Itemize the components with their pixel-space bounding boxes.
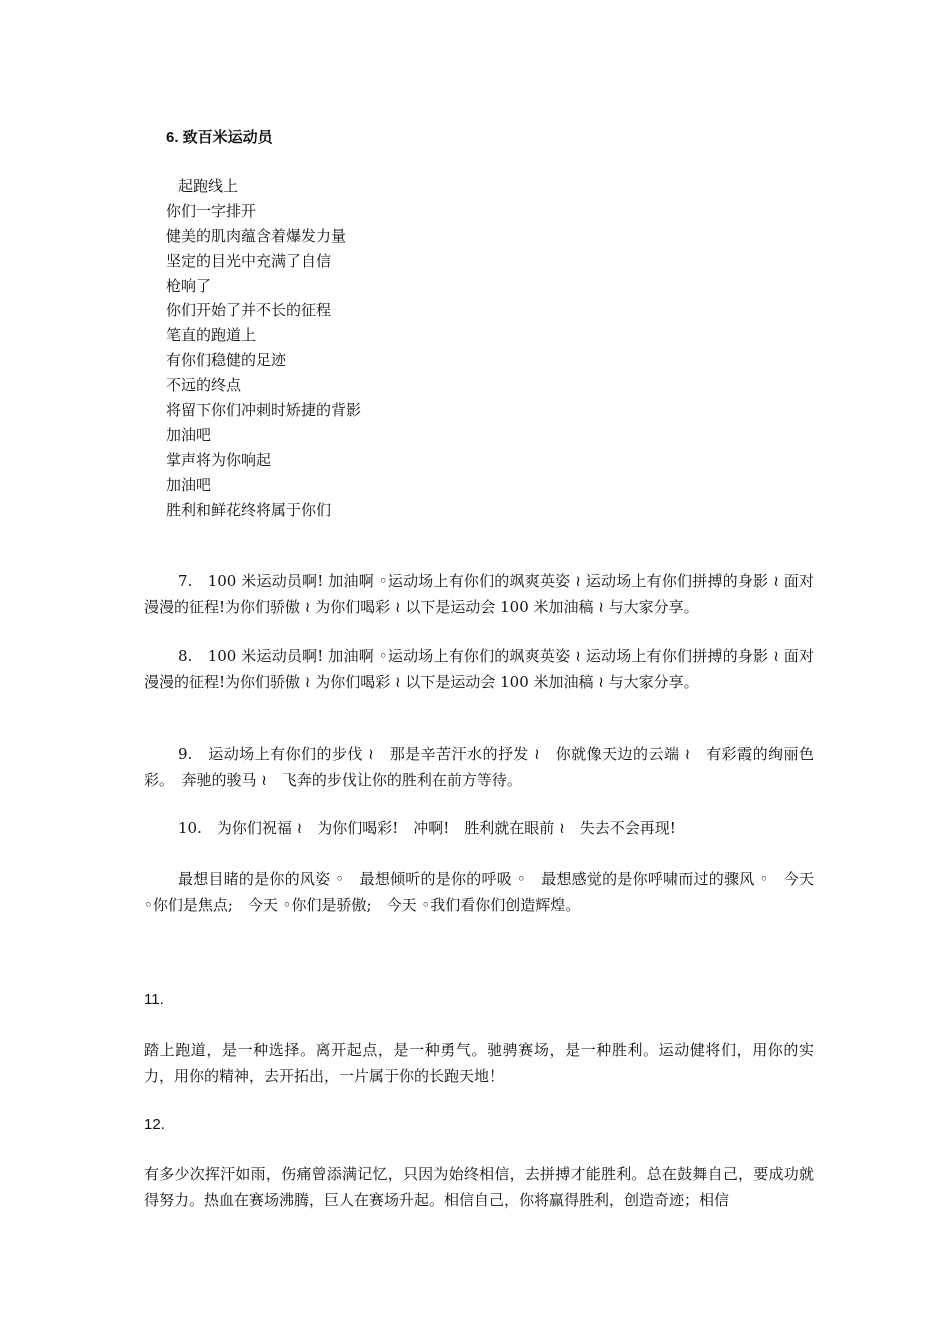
poem-line: 健美的肌肉蕴含着爆发力量	[166, 226, 347, 245]
poem-line: 坚定的目光中充满了自信	[166, 251, 332, 270]
paragraph-7: 7. 100 米运动员啊! 加油啊 ◦运动场上有你们的飒爽英姿 ≀ 运动场上有你们拼搏的身影 ≀ 面对漫漫的征程!为你们骄傲 ≀ 为你们喝彩 ≀ 以下是运动会 100 米加油稿 ≀ 与大家分享。	[144, 572, 814, 616]
poem	[166, 174, 566, 522]
poem-line: 笔直的跑道上	[166, 326, 257, 345]
poem-line: 枪响了	[166, 276, 212, 295]
paragraph-8: 8. 100 米运动员啊! 加油啊 ◦运动场上有你们的飒爽英姿 ≀ 运动场上有你们拼搏的身影 ≀ 面对漫漫的征程!为你们骄傲 ≀ 为你们喝彩 ≀ 以下是运动会 100 米加油稿 ≀ 与大家分享。	[144, 647, 814, 691]
poem-line: 起跑线上	[178, 177, 239, 195]
item-number-12: 12.	[144, 1116, 165, 1133]
poem-line: 胜利和鲜花终将属于你们	[166, 500, 332, 519]
poem-line: 将留下你们冲刺时矫捷的背影	[166, 401, 362, 420]
paragraph-12: 有多少次挥汗如雨，伤痛曾添满记忆，只因为始终相信，去拼搏才能胜利。总在鼓舞自己，要成功就得努力。热血在赛场沸腾，巨人在赛场升起。相信自己，你将赢得胜利，创造奇迹；相信	[144, 1165, 814, 1209]
paragraph-9: 9. 运动场上有你们的步伐 ≀ 那是辛苦汗水的抒发 ≀ 你就像天边的云端 ≀ 有彩霞的绚丽色彩。 奔驰的骏马 ≀ 飞奔的步伐让你的胜利在前方等待。	[144, 745, 814, 789]
paragraph-10-body: 最想目睹的是你的风姿 ◦ 最想倾听的是你的呼吸 ◦ 最想感觉的是你呼啸而过的骤风 ◦ 今天 ◦你们是焦点; 今天 ◦你们是骄傲; 今天 ◦我们看你们创造辉煌。	[144, 870, 814, 914]
poem-line: 不远的终点	[166, 376, 242, 395]
section-title: 6. 致百米运动员	[166, 129, 273, 146]
poem-line: 有你们稳健的足迹	[166, 351, 287, 370]
paragraph-10: 10. 为你们祝福 ≀ 为你们喝彩! 冲啊! 胜利就在眼前 ≀ 失去不会再现!	[178, 819, 676, 837]
poem-line: 你们开始了并不长的征程	[166, 301, 332, 320]
poem-line: 掌声将为你响起	[166, 450, 272, 469]
poem-line: 加油吧	[166, 425, 212, 444]
paragraph-11: 踏上跑道，是一种选择。离开起点，是一种勇气。驰骋赛场，是一种胜利。运动健将们，用你的实力，用你的精神，去开拓出，一片属于你的长跑天地！	[144, 1041, 814, 1085]
item-number-11: 11.	[144, 991, 164, 1008]
poem-line: 加油吧	[166, 475, 212, 494]
poem-line: 你们一字排开	[166, 201, 257, 220]
